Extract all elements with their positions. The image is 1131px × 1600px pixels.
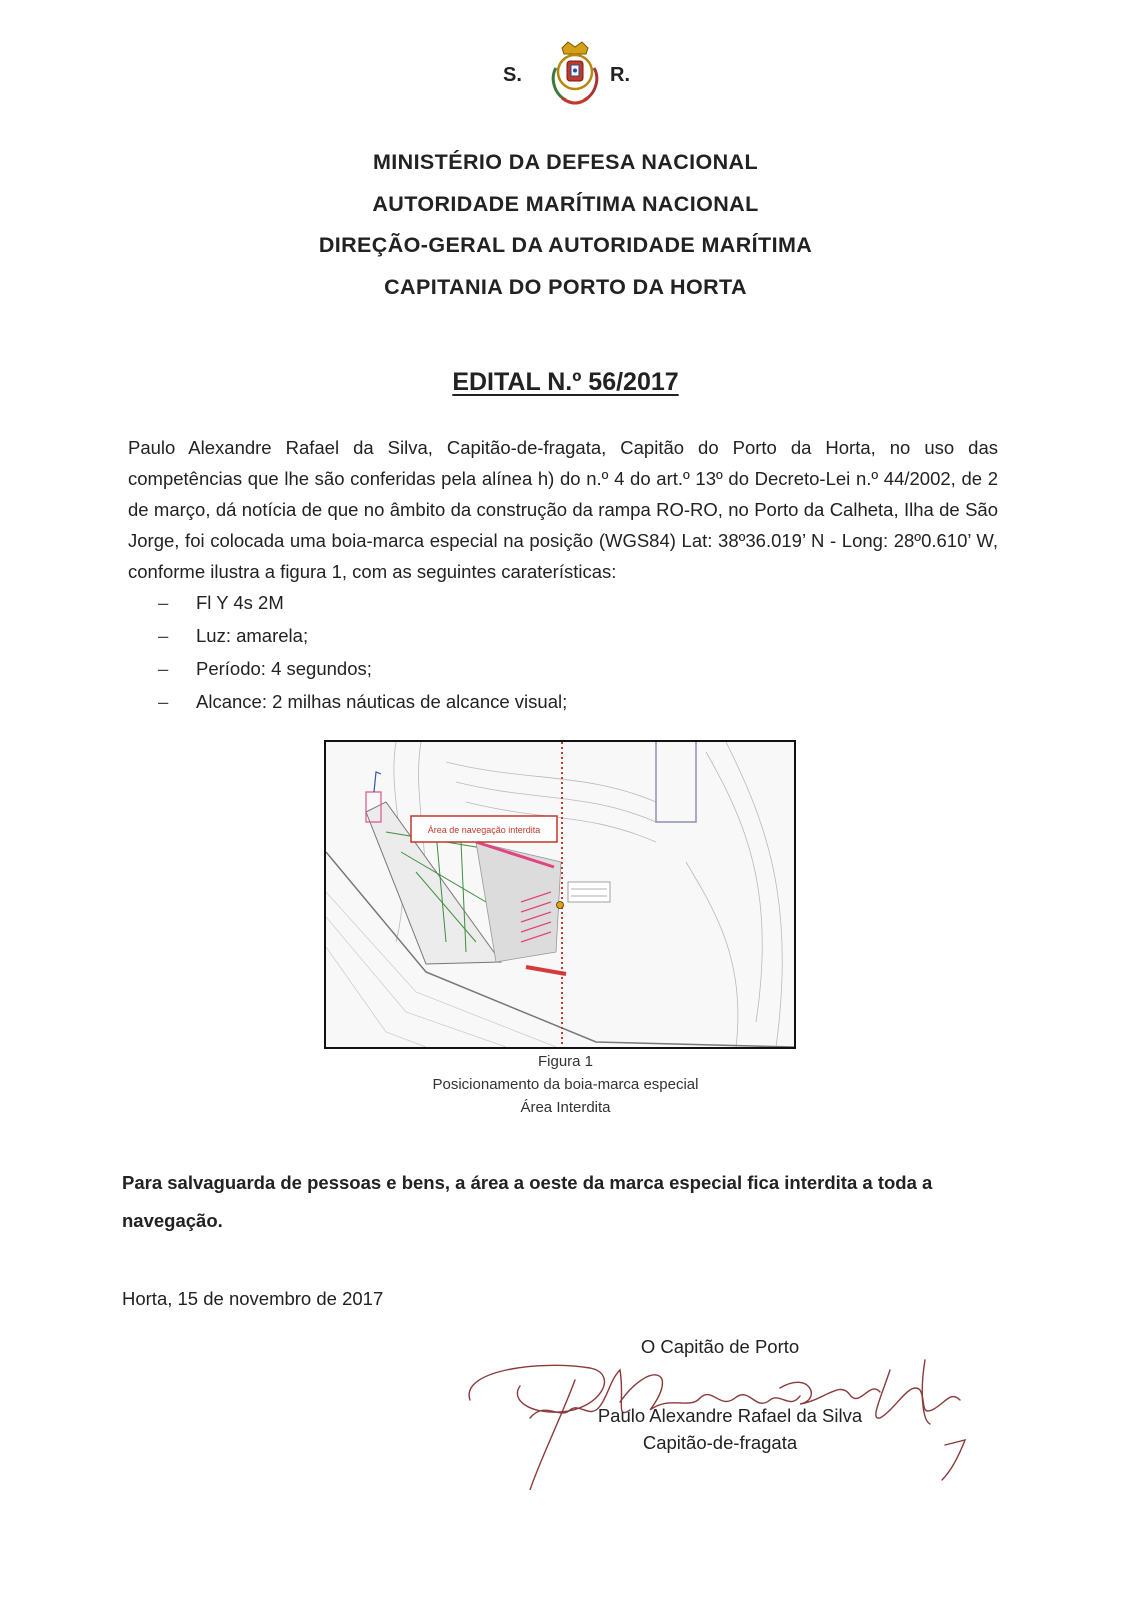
list-item: – Alcance: 2 milhas náuticas de alcance visual; — [158, 685, 567, 718]
heading-ministry: MINISTÉRIO DA DEFESA NACIONAL — [372, 150, 759, 174]
heading-harbour-office: CAPITANIA DO PORTO DA HORTA — [384, 275, 747, 299]
list-item: – Período: 4 segundos; — [158, 652, 567, 685]
safety-notice: Para salvaguarda de pessoas e bens, a área a oeste da marca especial fica interdita a toda a navegação. — [122, 1172, 933, 1231]
list-item: – Luz: amarela; — [158, 619, 567, 652]
figure-caption-description: Posicionamento da boia-marca especial — [432, 1076, 699, 1093]
seal-letter-s: S. — [503, 64, 522, 86]
intro-paragraph: Paulo Alexandre Rafael da Silva, Capitão-de-fragata, Capitão do Porto da Horta, no uso das competências que lhe são conferidas pela alínea h) do n.º 4 do art.º 13º do Decreto-Lei n.º 44/2002, de 2 de março, dá notícia de que no âmbito da construção da rampa RO-RO, no Porto da Calheta, Ilha de São Jorge, foi colocada uma boia-marca especial na posição (WGS84) Lat: 38º36.019’ N - Long: 28º0.610’ W, conforme ilustra a figura 1, com as seguintes caraterísticas: — [128, 437, 998, 582]
document-title: EDITAL N.º 56/2017 — [452, 368, 679, 396]
characteristics-list — [158, 586, 567, 718]
figure-caption-number: Figura 1 — [537, 1053, 594, 1070]
signatory-role: O Capitão de Porto — [640, 1336, 800, 1357]
buoy-marker-icon — [557, 902, 564, 909]
list-item: – Fl Y 4s 2M — [158, 586, 567, 619]
seal-header — [0, 38, 1131, 114]
port-map-drawing — [326, 742, 794, 1047]
heading-directorate: DIREÇÃO-GERAL DA AUTORIDADE MARÍTIMA — [318, 233, 813, 257]
signatory-rank: Capitão-de-fragata — [642, 1432, 798, 1453]
heading-authority: AUTORIDADE MARÍTIMA NACIONAL — [372, 192, 759, 216]
place-and-date: Horta, 15 de novembro de 2017 — [122, 1288, 384, 1309]
signatory-name: Paulo Alexandre Rafael da Silva — [597, 1405, 863, 1426]
restricted-area-label: Área de navegação interdita — [427, 825, 541, 835]
port-map-figure — [324, 740, 796, 1049]
seal-letter-r: R. — [610, 64, 630, 86]
figure-caption-area: Área Interdita — [520, 1099, 611, 1116]
coat-of-arms-icon — [548, 38, 602, 110]
